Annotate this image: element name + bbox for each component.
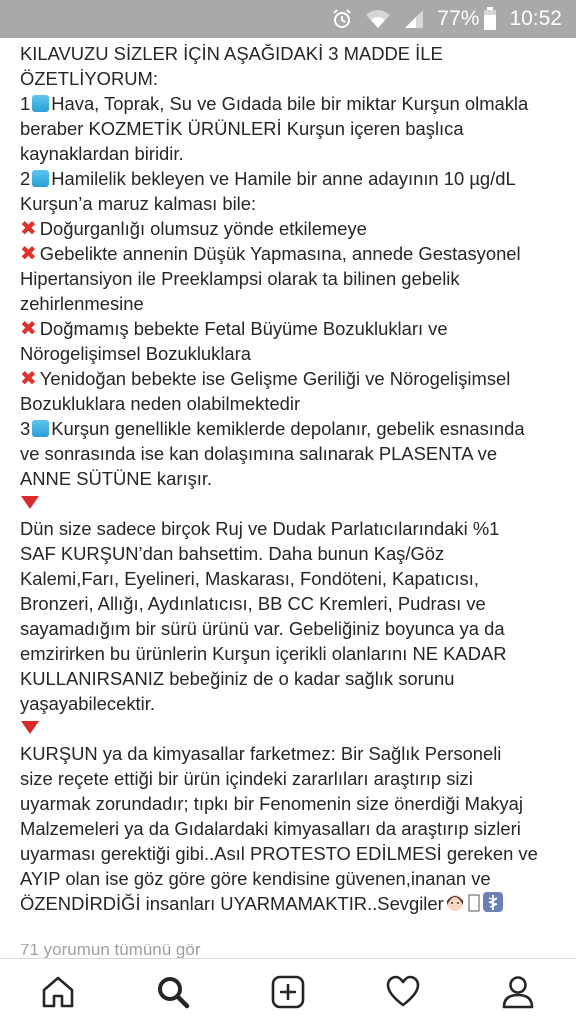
caption-line [20, 641, 564, 666]
nav-new-post[interactable] [258, 962, 318, 1022]
caption-line [20, 841, 564, 866]
signal-icon [403, 8, 425, 30]
bottom-nav [0, 958, 576, 1024]
red-cross-icon: ✖ [20, 243, 37, 265]
nav-profile[interactable] [488, 962, 548, 1022]
caption-line [20, 316, 564, 341]
item-number: 2 [20, 168, 31, 189]
caption-line [20, 291, 564, 316]
caption-text: sayamadığım bir sürü ürünü var. Gebeliğiniz boyunca ya da [20, 618, 505, 639]
caption-line [20, 166, 564, 191]
caption-text: emzirirken bu ürünlerin Kurşun içerikli olanlarını NE KADAR [20, 643, 507, 664]
nav-home[interactable] [28, 962, 88, 1022]
item-number: 3 [20, 418, 31, 439]
blue-square-icon [32, 420, 49, 437]
add-post-icon [270, 974, 306, 1010]
heart-icon [385, 974, 421, 1010]
caption-text: beraber KOZMETİK ÜRÜNLERİ Kurşun içeren başlıca [20, 118, 464, 139]
caption-text: Malzemeleri ya da Gıdalardaki kimyasalları da araştırıp sizleri [20, 818, 521, 839]
nav-search[interactable] [143, 962, 203, 1022]
red-triangle-down-icon [20, 491, 40, 516]
caption-line [20, 491, 564, 516]
caption-text: uyarması gerektiği gibi..Asıl PROTESTO EDİLMESİ gereken ve [20, 843, 538, 864]
caption-line [20, 391, 564, 416]
caption-text: Hava, Toprak, Su ve Gıdada bile bir miktar Kurşun olmakla [51, 93, 529, 114]
caption-text: Kalemi,Farı, Eyelineri, Maskarası, Fondöteni, Kapatıcısı, [20, 568, 479, 589]
caption-text: ÖZETLİYORUM: [20, 68, 158, 89]
caption-line [20, 416, 564, 441]
caption-text: ANNE SÜTÜNE karışır. [20, 468, 213, 489]
caption-text: ve sonrasında ise kan dolaşımına salınarak PLASENTA ve [20, 443, 498, 464]
caption-line [20, 541, 564, 566]
profile-icon [500, 974, 536, 1010]
caption-text: Dün size sadece birçok Ruj ve Dudak Parlatıcılarındaki %1 [20, 518, 500, 539]
caption-line [20, 816, 564, 841]
caption-text: Nörogelişimsel Bozukluklara [20, 343, 251, 364]
caption-line [20, 866, 564, 891]
medical-symbol-icon [482, 891, 504, 919]
post-caption [20, 41, 564, 916]
caption-line [20, 691, 564, 716]
caption-text: Kurşun genellikle kemiklerde depolanır, gebelik esnasında [51, 418, 525, 439]
caption-line [20, 791, 564, 816]
caption-text: zehirlenmesine [20, 293, 144, 314]
caption-text: uyarmak zorundadır; tıpkı bir Fenomenin size önerdiği Makyaj [20, 793, 523, 814]
blue-square-icon [32, 170, 49, 187]
caption-line [20, 91, 564, 116]
caption-text: Hamilelik bekleyen ve Hamile bir anne adayının 10 µg/dL [51, 168, 516, 189]
caption-text: KULLANIRSANIZ bebeğiniz de o kadar sağlık sorunu [20, 668, 455, 689]
caption-text: Gebelikte annenin Düşük Yapmasına, annede Gestasyonel [39, 243, 521, 264]
blue-square-icon [32, 95, 49, 112]
red-cross-icon: ✖ [20, 218, 37, 240]
search-icon [155, 974, 191, 1010]
caption-line [20, 591, 564, 616]
home-icon [40, 974, 76, 1010]
caption-text: kaynaklardan biridir. [20, 143, 184, 164]
caption-line [20, 191, 564, 216]
caption-line [20, 141, 564, 166]
view-comments-link[interactable]: 71 yorumun tümünü gör [20, 944, 201, 958]
alarm-icon [331, 8, 353, 30]
nav-activity[interactable] [373, 962, 433, 1022]
caption-line [20, 666, 564, 691]
caption-line [20, 741, 564, 766]
caption-line [20, 516, 564, 541]
caption-text: AYIP olan ise göz göre göre kendisine güvenen,inanan ve [20, 868, 491, 889]
caption-text: ÖZENDİRDİĞİ insanları UYARMAMAKTIR..Sevgiler [20, 893, 444, 914]
caption-line [20, 66, 564, 91]
caption-line [20, 566, 564, 591]
red-cross-icon: ✖ [20, 368, 37, 390]
caption-line [20, 466, 564, 491]
caption-line [20, 716, 564, 741]
caption-line [20, 766, 564, 791]
caption-line [20, 891, 564, 916]
caption-text: yaşayabilecektir. [20, 693, 155, 714]
battery-icon [483, 7, 497, 31]
unknown-glyph-icon [468, 893, 480, 919]
battery-percent: 77% [437, 7, 480, 30]
caption-text: Bronzeri, Allığı, Aydınlatıcısı, BB CC Kremleri, Pudrası ve [20, 593, 486, 614]
caption-text: Kurşun’a maruz kalması bile: [20, 193, 257, 214]
clock: 10:52 [509, 7, 562, 30]
woman-face-icon [444, 891, 466, 919]
caption-line [20, 116, 564, 141]
item-number: 1 [20, 93, 31, 114]
caption-text: Hipertansiyon ile Preeklampsi olarak ta bilinen gebelik [20, 268, 460, 289]
caption-text: size reçete ettiği bir ürün içindeki zararlıları araştırıp sizi [20, 768, 473, 789]
caption-text: Bozukluklara neden olabilmektedir [20, 393, 301, 414]
caption-line [20, 216, 564, 241]
red-cross-icon: ✖ [20, 318, 37, 340]
caption-text: KILAVUZU SİZLER İÇİN AŞAĞIDAKİ 3 MADDE İLE [20, 43, 443, 64]
caption-text: KURŞUN ya da kimyasallar farketmez: Bir Sağlık Personeli [20, 743, 502, 764]
caption-text: Doğurganlığı olumsuz yönde etkilemeye [39, 218, 367, 239]
caption-text: Doğmamış bebekte Fetal Büyüme Bozuklukları ve [39, 318, 448, 339]
caption-text: SAF KURŞUN’dan bahsettim. Daha bunun Kaş/Göz [20, 543, 445, 564]
caption-line [20, 241, 564, 266]
wifi-icon [365, 8, 391, 30]
caption-line [20, 341, 564, 366]
caption-line [20, 41, 564, 66]
caption-line [20, 266, 564, 291]
caption-line [20, 441, 564, 466]
red-triangle-down-icon [20, 716, 40, 741]
caption-line [20, 616, 564, 641]
status-bar [0, 0, 576, 38]
caption-text: Yenidoğan bebekte ise Gelişme Geriliği ve Nörogelişimsel [39, 368, 511, 389]
caption-line [20, 366, 564, 391]
